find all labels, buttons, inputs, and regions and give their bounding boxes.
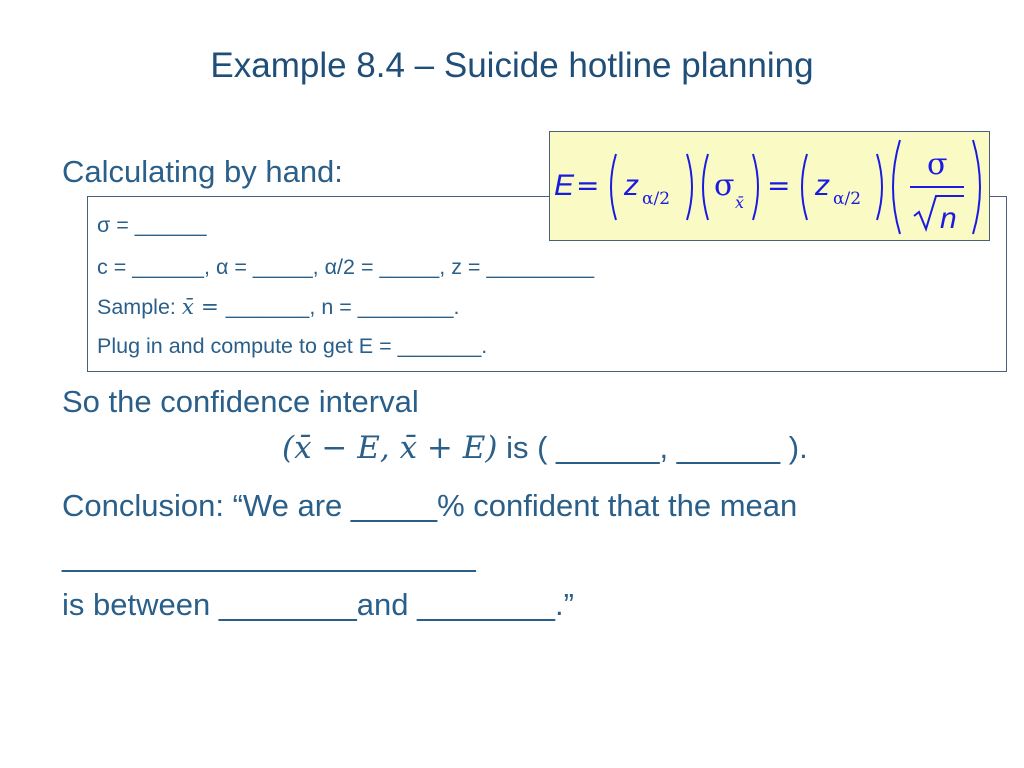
formula-z-1: z [624,169,639,202]
formula-alpha-half-2: α/2 [833,189,862,209]
paren-open-4 [893,140,900,234]
formula-svg [550,132,991,242]
ci-heading: So the confidence interval [62,384,419,419]
formula-xbar-sub: x̄ [735,193,745,212]
box-line-sigma: σ = ______ [97,213,207,237]
conclusion-line-3: is between ________and ________.” [62,587,574,622]
box-line-confidence: c = ______, α = _____, α/2 = _____, z = _________ [97,255,595,279]
paren-close-2 [753,154,758,220]
slide-title: Example 8.4 – Suicide hotline planning [210,46,814,85]
paren-close-4 [973,140,980,234]
formula-E: E [554,169,575,202]
paren-open-2 [703,154,708,220]
ci-blanks: is ( ______, ______ ). [497,430,808,465]
xbar-symbol: x̄ [181,295,194,320]
paren-open-1 [611,154,616,220]
conclusion-line-2: ________________________ [62,538,476,573]
ci-line [282,430,808,466]
formula-alpha-half-1: α/2 [642,189,671,209]
formula-equals-2: = [767,169,791,202]
formula-sigma-1: σ [714,168,735,203]
formula-n: n [940,202,957,235]
equals-sign: = [194,295,226,320]
sample-label: Sample: [97,295,182,319]
calculating-heading: Calculating by hand: [62,154,343,189]
paren-open-3 [802,154,807,220]
box-line-compute: Plug in and compute to get E = _______. [97,334,488,358]
formula-z-2: z [815,169,830,202]
box-line-sample [97,295,459,320]
formula-sigma-2: σ [927,147,948,182]
paren-close-1 [687,154,692,220]
sample-blanks: _______, n = ________. [225,295,460,319]
formula-equals-1: = [576,169,600,202]
conclusion-line-1: Conclusion: “We are _____% confident that the mean [62,488,798,523]
margin-of-error-formula [549,131,990,241]
paren-close-3 [877,154,882,220]
ci-expression: (x̄ − E, x̄ + E) [282,430,498,466]
